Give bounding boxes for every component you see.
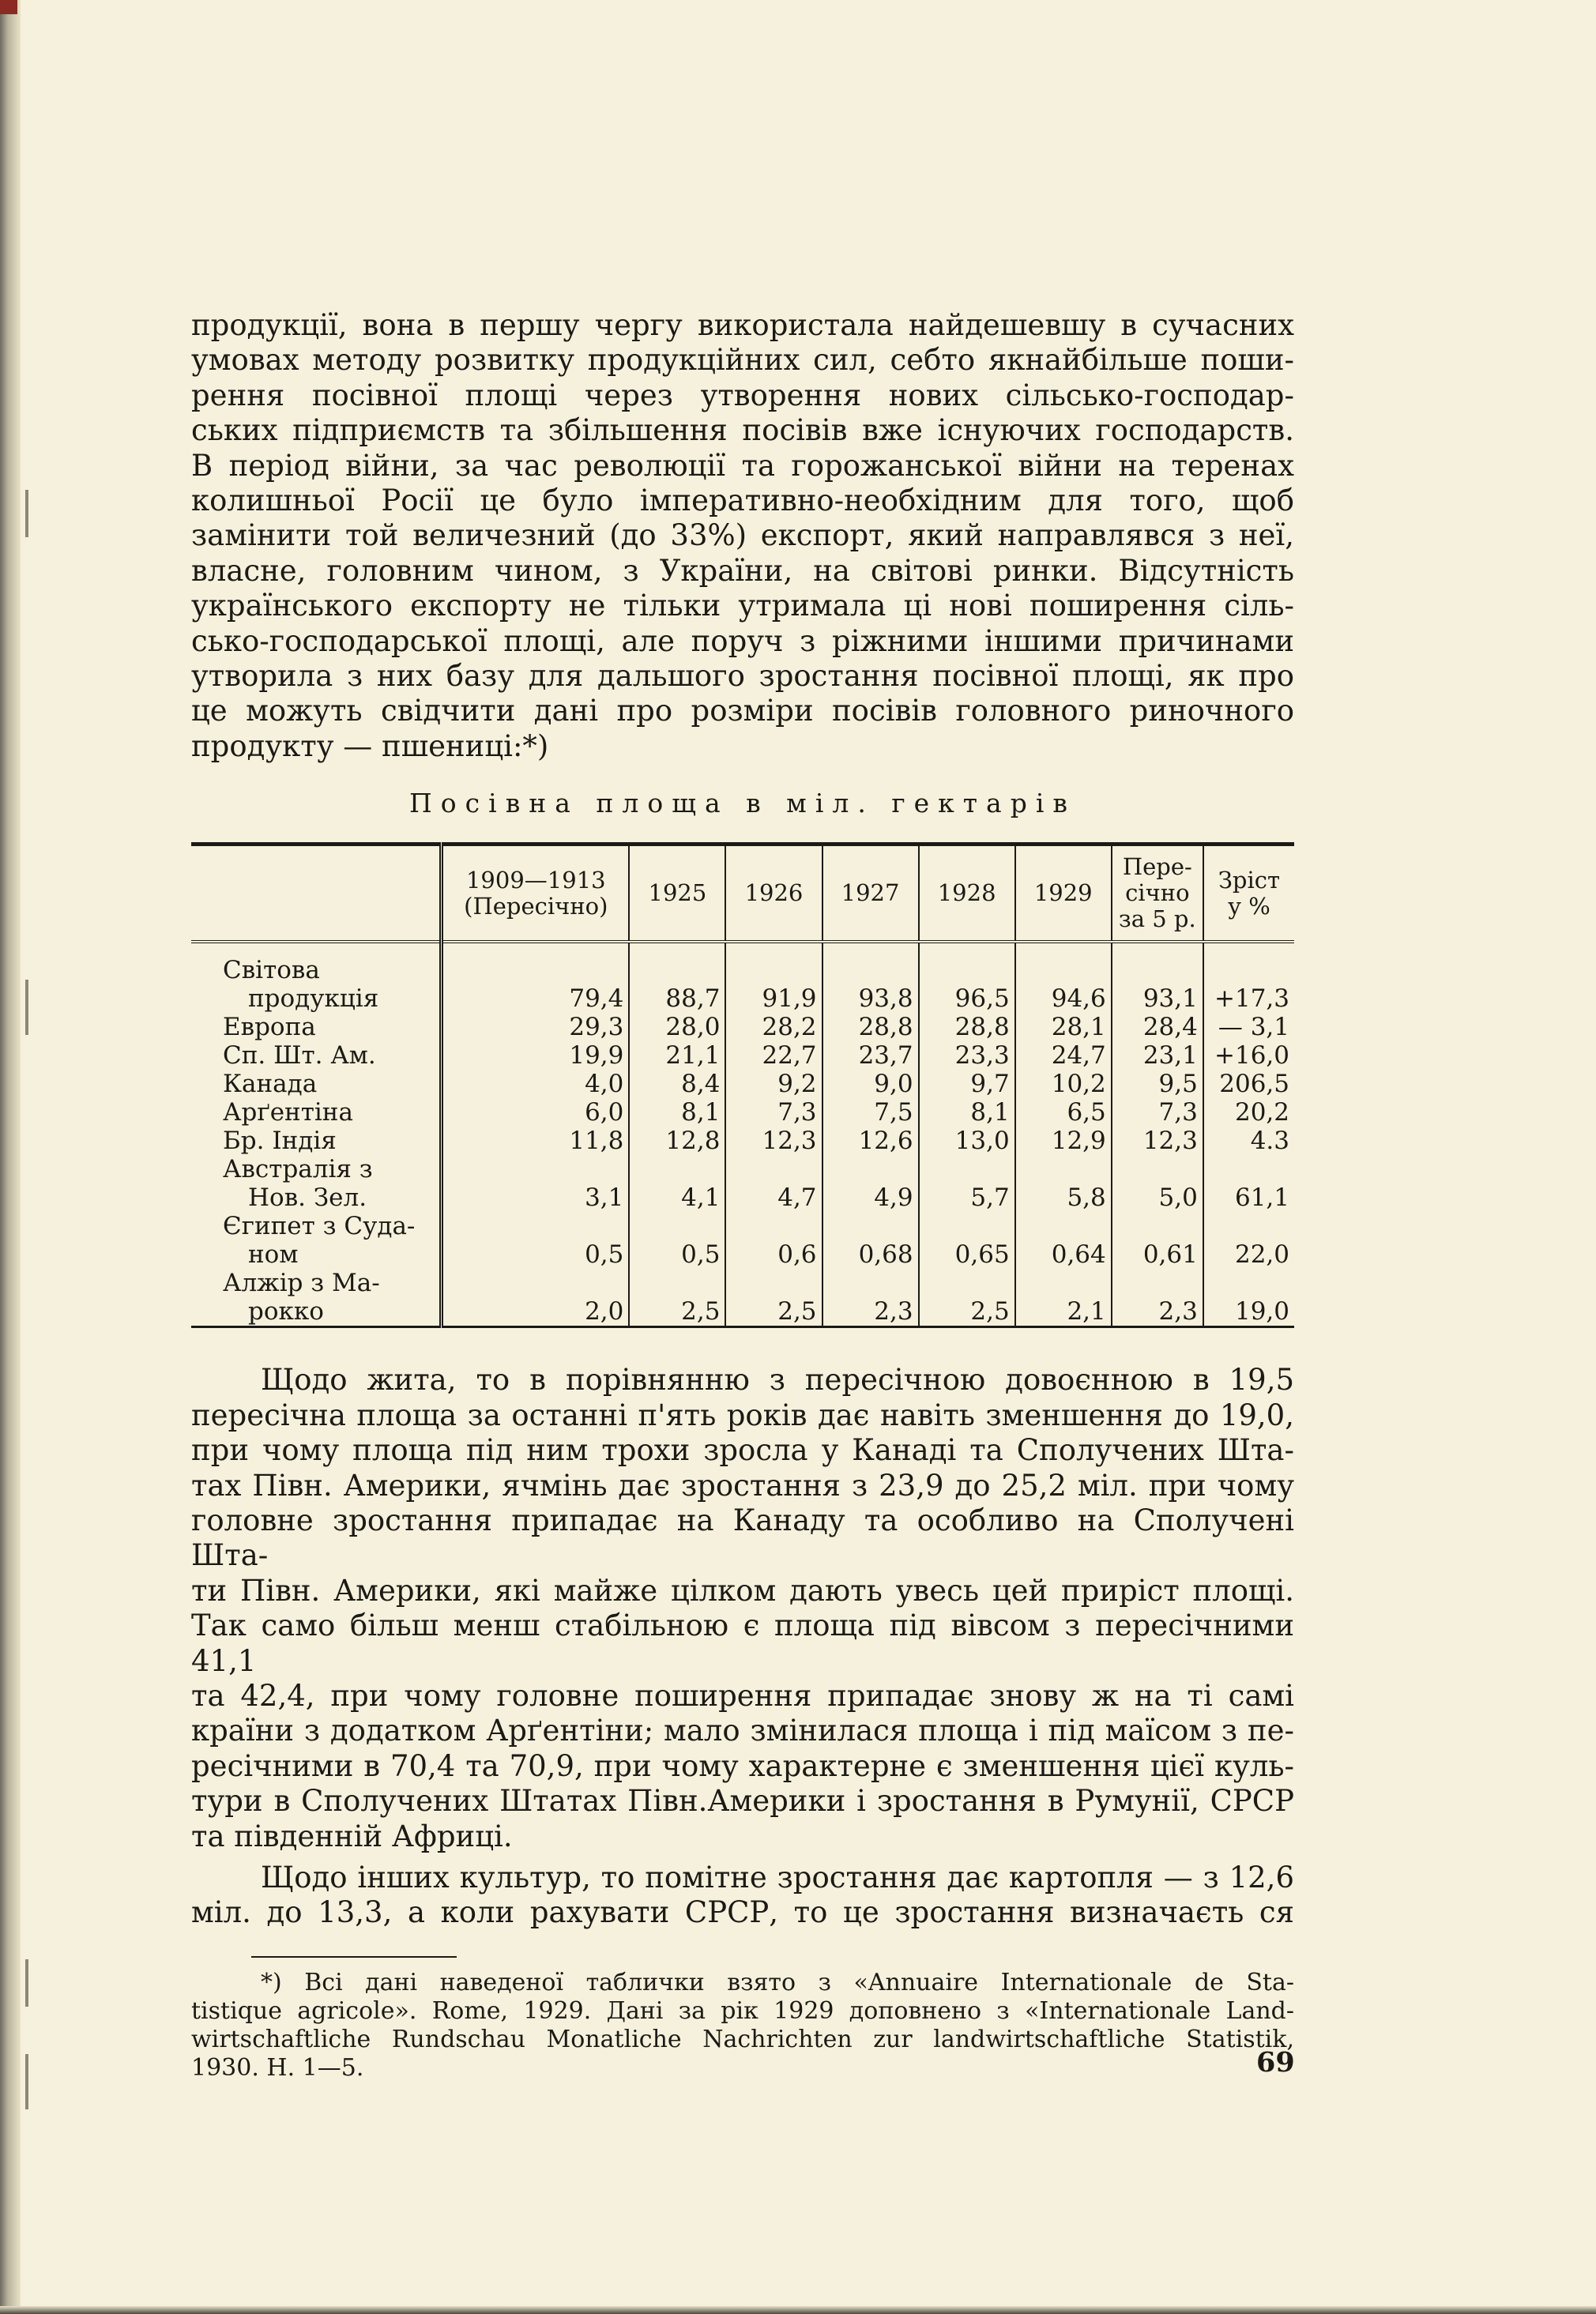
text-line: та південній Африці.	[191, 1819, 513, 1853]
table-row	[191, 1155, 1294, 1212]
text-line: власне, головним чином, з України, на світові ринки. Відсутність	[191, 553, 1294, 588]
row-country	[191, 1212, 442, 1269]
text-line: В період війни, за час революції та горожанської війни на теренах	[191, 448, 1294, 483]
paragraph-2	[191, 1363, 1294, 1854]
text-line: продукції, вона в першу чергу використала найдешевшу в сучасних	[191, 308, 1294, 342]
header-avg-5-years	[1112, 845, 1203, 943]
cell-avg: 3,1	[442, 1155, 630, 1212]
cell-growth: 61,1	[1203, 1155, 1294, 1212]
cell-1925: 88,7	[629, 942, 725, 1013]
cell-1928: 13,0	[919, 1127, 1015, 1155]
cell-1926: 12,3	[725, 1127, 822, 1155]
cell-growth: 20,2	[1203, 1098, 1294, 1127]
page-content	[191, 308, 1294, 2083]
cell-1925: 21,1	[629, 1041, 725, 1070]
cell-avg: 6,0	[442, 1098, 630, 1127]
cell-1928: 5,7	[919, 1155, 1015, 1212]
country-name-cont: продукція	[248, 984, 379, 1014]
binding-tick	[25, 490, 28, 537]
cell-1926: 9,2	[725, 1070, 822, 1098]
header-country	[191, 845, 442, 943]
header-growth-percent	[1203, 845, 1294, 943]
table-row	[191, 1212, 1294, 1269]
header-text: за 5 р.	[1118, 905, 1196, 933]
page-edge-mark	[0, 0, 17, 14]
cell-avg: 0,5	[442, 1212, 630, 1269]
country-name-cont: рокко	[248, 1297, 324, 1326]
cell-1927: 0,68	[822, 1212, 919, 1269]
paragraph-3	[191, 1861, 1294, 1931]
table-row	[191, 1127, 1294, 1155]
header-text: Зріст	[1218, 866, 1281, 894]
cell-1925: 8,1	[629, 1098, 725, 1127]
binding-tick	[25, 2054, 28, 2109]
text-line: рення посівної площі через утворення нових сільсько-господар-	[191, 378, 1294, 412]
cell-1929: 5,8	[1015, 1155, 1112, 1212]
text-line: при чому площа під ним трохи зросла у Канаді та Сполучених Шта-	[191, 1433, 1294, 1468]
footnote-line: *) Всі дані наведеної таблички взято з «Annuaire Internationale de Sta-	[261, 1968, 1294, 1996]
header-1926: 1926	[725, 845, 822, 943]
header-avg-1909-1913	[442, 845, 630, 943]
table-row	[191, 1041, 1294, 1070]
cell-avg: 19,9	[442, 1041, 630, 1070]
cell-avg5: 23,1	[1112, 1041, 1203, 1070]
cell-avg5: 12,3	[1112, 1127, 1203, 1155]
row-country	[191, 1269, 442, 1327]
cell-1928: 8,1	[919, 1098, 1015, 1127]
table-title: Посівна площа в міл. гектарів	[409, 788, 1076, 819]
cell-avg5: 0,61	[1112, 1212, 1203, 1269]
text-line: ресічними в 70,4 та 70,9, при чому характерне є зменшення цієї куль-	[191, 1748, 1294, 1783]
cell-growth: +16,0	[1203, 1041, 1294, 1070]
cell-avg: 79,4	[442, 942, 630, 1013]
cell-1926: 2,5	[725, 1269, 822, 1327]
cell-1927: 2,3	[822, 1269, 919, 1327]
text-line: Так само більш менш стабільною є площа під вівсом з пересічними 41,1	[191, 1609, 1294, 1678]
text-line: це можуть свідчити дані про розміри посівів головного риночного	[191, 694, 1294, 728]
cell-1925: 12,8	[629, 1127, 725, 1155]
footnote	[191, 1969, 1294, 2083]
text-line: тури в Сполучених Штатах Півн.Америки і зростання в Румунії, СРСР	[191, 1784, 1294, 1819]
row-country: Канада	[223, 1070, 318, 1099]
table-header-row	[191, 845, 1294, 943]
header-text: Пере-	[1122, 853, 1192, 881]
text-line: країни з додатком Арґентіни; мало змінилася площа і під маїсом з пе-	[191, 1714, 1294, 1748]
row-country: Бр. Індія	[223, 1127, 337, 1156]
cell-avg5: 28,4	[1112, 1013, 1203, 1041]
text-line: міл. до 13,3, а коли рахувати СРСР, то це зростання визначаєть ся	[191, 1895, 1294, 1930]
row-country: Европа	[223, 1013, 316, 1042]
cell-1929: 0,64	[1015, 1212, 1112, 1269]
cell-growth: +17,3	[1203, 942, 1294, 1013]
cell-1928: 23,3	[919, 1041, 1015, 1070]
cell-1929: 2,1	[1015, 1269, 1112, 1327]
cell-1928: 2,5	[919, 1269, 1015, 1327]
cell-1925: 2,5	[629, 1269, 725, 1327]
header-1929: 1929	[1015, 845, 1112, 943]
header-1927: 1927	[822, 845, 919, 943]
cell-1926: 4,7	[725, 1155, 822, 1212]
cell-1925: 28,0	[629, 1013, 725, 1041]
cell-1927: 9,0	[822, 1070, 919, 1098]
text-line: умовах методу розвитку продукційних сил, себто якнайбільше поши-	[191, 343, 1294, 378]
table-row	[191, 1070, 1294, 1098]
footnote-line: 1930. H. 1—5.	[191, 2053, 364, 2082]
cell-avg5: 93,1	[1112, 942, 1203, 1013]
text-line: головне зростання припадає на Канаду та особливо на Сполучені Шта-	[191, 1503, 1294, 1573]
text-line: колишньої Росії це було імперативно-необхідним для того, щоб	[191, 483, 1294, 518]
cell-1927: 28,8	[822, 1013, 919, 1041]
cell-1929: 6,5	[1015, 1098, 1112, 1127]
cell-growth: 22,0	[1203, 1212, 1294, 1269]
cell-1925: 0,5	[629, 1212, 725, 1269]
cell-avg5: 5,0	[1112, 1155, 1203, 1212]
cell-1926: 7,3	[725, 1098, 822, 1127]
cell-avg5: 2,3	[1112, 1269, 1203, 1327]
cell-avg5: 9,5	[1112, 1070, 1203, 1098]
cell-1926: 22,7	[725, 1041, 822, 1070]
table-row	[191, 1098, 1294, 1127]
cell-1926: 91,9	[725, 942, 822, 1013]
cell-avg5: 7,3	[1112, 1098, 1203, 1127]
row-country	[191, 1155, 442, 1212]
text-line: українського експорту не тільки утримала ці нові поширення сіль-	[191, 589, 1294, 623]
cell-1927: 23,7	[822, 1041, 919, 1070]
page-number: 69	[1256, 2046, 1295, 2079]
header-text: січно	[1125, 879, 1190, 907]
cell-1929: 10,2	[1015, 1070, 1112, 1098]
text-line: тах Півн. Америки, ячмінь дає зростання з 23,9 до 25,2 міл. при чому	[191, 1468, 1294, 1503]
binding-tick	[25, 1959, 28, 2007]
country-name: Світова	[223, 956, 320, 985]
cell-avg: 29,3	[442, 1013, 630, 1041]
table-row	[191, 1269, 1294, 1327]
page-edge-left	[0, 0, 21, 2314]
cell-1929: 12,9	[1015, 1127, 1112, 1155]
text-line: замінити той величезний (до 33%) експорт, який направлявся з неї,	[191, 518, 1294, 553]
footnote-line: wirtschaftliche Rundschau Monatliche Nachrichten zur landwirtschaftliche Statistik,	[191, 2025, 1294, 2053]
header-text: (Пересічно)	[464, 892, 608, 920]
cell-growth: — 3,1	[1203, 1013, 1294, 1041]
cell-1928: 28,8	[919, 1013, 1015, 1041]
cell-1929: 28,1	[1015, 1013, 1112, 1041]
wheat-area-table	[191, 842, 1294, 1328]
cell-growth: 4.3	[1203, 1127, 1294, 1155]
cell-1925: 8,4	[629, 1070, 725, 1098]
text-line: утворила з них базу для дальшого зростання посівної площі, як про	[191, 659, 1294, 694]
header-1925: 1925	[629, 845, 725, 943]
text-line: сько-господарської площі, але поруч з ріжними іншими причинами	[191, 623, 1294, 658]
header-text: у %	[1228, 892, 1270, 920]
table-row	[191, 942, 1294, 1013]
text-line: ських підприємств та збільшення посівів вже існуючих господарств.	[191, 413, 1294, 448]
text-line: ти Півн. Америки, які майже цілком дають увесь цей приріст площі.	[191, 1573, 1294, 1608]
cell-1928: 0,65	[919, 1212, 1015, 1269]
cell-1928: 9,7	[919, 1070, 1015, 1098]
country-name-cont: Нов. Зел.	[248, 1183, 367, 1213]
table-row	[191, 1013, 1294, 1041]
footnote-divider	[251, 1956, 457, 1958]
header-1928: 1928	[919, 845, 1015, 943]
cell-avg: 11,8	[442, 1127, 630, 1155]
cell-1929: 24,7	[1015, 1041, 1112, 1070]
binding-tick	[25, 980, 28, 1035]
row-country: Сп. Шт. Ам.	[223, 1041, 376, 1070]
page-edge-bottom	[0, 2306, 1596, 2314]
cell-1927: 7,5	[822, 1098, 919, 1127]
text-line: та 42,4, при чому головне поширення припадає знову ж на ті самі	[191, 1678, 1294, 1713]
cell-1925: 4,1	[629, 1155, 725, 1212]
cell-1927: 4,9	[822, 1155, 919, 1212]
cell-avg: 4,0	[442, 1070, 630, 1098]
cell-1929: 94,6	[1015, 942, 1112, 1013]
cell-avg: 2,0	[442, 1269, 630, 1327]
row-country	[191, 942, 442, 1013]
cell-1928: 96,5	[919, 942, 1015, 1013]
header-text: 1909—1913	[465, 866, 606, 894]
footnote-line: tistique agricole». Rome, 1929. Дані за рік 1929 доповнено з «Internationale Land-	[191, 1996, 1294, 2025]
text-line: Щодо жита, то в порівнянню з пересічною довоєнною в 19,5	[261, 1363, 1294, 1398]
row-country: Арґентіна	[223, 1098, 353, 1127]
country-name: Єгипет з Суда-	[223, 1212, 416, 1241]
country-name: Алжір з Ма-	[223, 1269, 380, 1298]
cell-growth: 206,5	[1203, 1070, 1294, 1098]
country-name-cont: ном	[248, 1240, 299, 1270]
cell-growth: 19,0	[1203, 1269, 1294, 1327]
cell-1927: 12,6	[822, 1127, 919, 1155]
cell-1927: 93,8	[822, 942, 919, 1013]
cell-1926: 28,2	[725, 1013, 822, 1041]
cell-1926: 0,6	[725, 1212, 822, 1269]
country-name: Австралія з	[223, 1155, 373, 1184]
text-line: пересічна площа за останні п'ять років дає навіть зменшення до 19,0,	[191, 1398, 1294, 1432]
text-line: продукту — пшениці:*)	[191, 728, 549, 763]
text-line: Щодо інших культур, то помітне зростання дає картопля — з 12,6	[261, 1860, 1294, 1894]
paragraph-1	[191, 308, 1294, 764]
